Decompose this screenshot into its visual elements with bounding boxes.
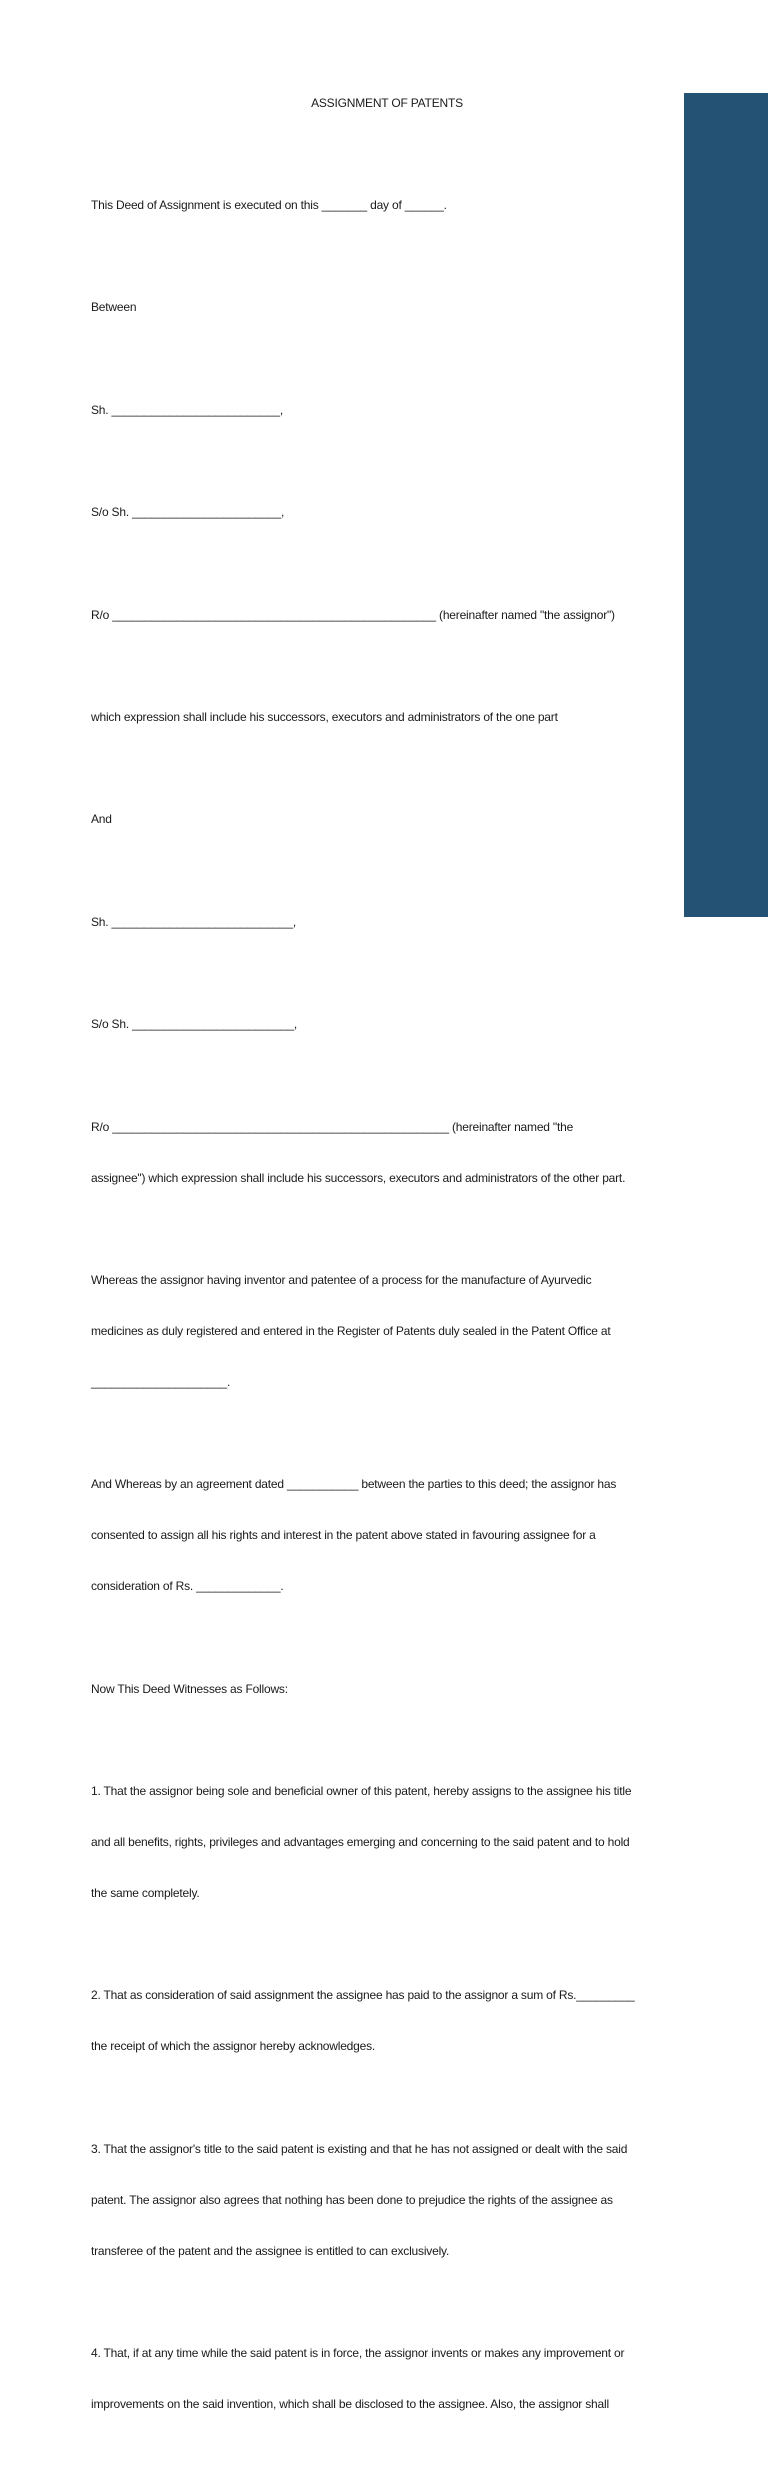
witnesses-heading: Now This Deed Witnesses as Follows: xyxy=(91,1681,288,1696)
side-accent-bar xyxy=(684,93,768,917)
assignor-residence-line: R/o __________________________________________________ (hereinafter named "the assignor") xyxy=(91,607,615,622)
clause-3: 3. That the assignor's title to the said patent is existing and that he has not assigned or dealt with the said patent. The assignor also agrees that nothing has been done to prejudice the rights of the assignee as transferee of the patent and the assignee is entitled to can exclusively. xyxy=(91,2141,628,2258)
document-body xyxy=(91,95,683,2465)
whereas-inventor-paragraph: Whereas the assignor having inventor and patentee of a process for the manufacture of Ayurvedic medicines as duly registered and entered in the Register of Patents duly sealed in the Patent Office at _____________________. xyxy=(91,1272,611,1389)
assignor-expression-paragraph: which expression shall include his successors, executors and administrators of the one part xyxy=(91,709,558,724)
assignor-father-line: S/o Sh. _______________________, xyxy=(91,505,285,520)
clause-2: 2. That as consideration of said assignment the assignee has paid to the assignor a sum of Rs._________ the receipt of which the assignor hereby acknowledges. xyxy=(91,1988,635,2054)
assignee-residence-paragraph: R/o ____________________________________________________ (hereinafter named "the assignee") which expression shall include his successors, executors and administrators of the other part. xyxy=(91,1119,626,1185)
assignee-name-line: Sh. ____________________________, xyxy=(91,914,296,929)
clause-4: 4. That, if at any time while the said patent is in force, the assignor invents or makes any improvement or improvements on the said invention, which shall be disclosed to the assignee. Also, the assignor shall xyxy=(91,2346,625,2412)
whereas-agreement-paragraph: And Whereas by an agreement dated ___________ between the parties to this deed; the assignor has consented to assign all his rights and interest in the patent above stated in favouring assignee for a consideration of Rs. _____________. xyxy=(91,1477,617,1594)
assignor-name-line: Sh. __________________________, xyxy=(91,402,283,417)
clause-1: 1. That the assignor being sole and beneficial owner of this patent, hereby assigns to the assignee his title and all benefits, rights, privileges and advantages emerging and concerning to the said patent and to hold the same completely. xyxy=(91,1784,632,1901)
document-title: ASSIGNMENT OF PATENTS xyxy=(311,96,463,110)
assignee-father-line: S/o Sh. _________________________, xyxy=(91,1017,298,1032)
execution-date-paragraph: This Deed of Assignment is executed on this _______ day of ______. xyxy=(91,198,447,212)
and-heading: And xyxy=(91,812,112,827)
between-heading: Between xyxy=(91,300,137,315)
